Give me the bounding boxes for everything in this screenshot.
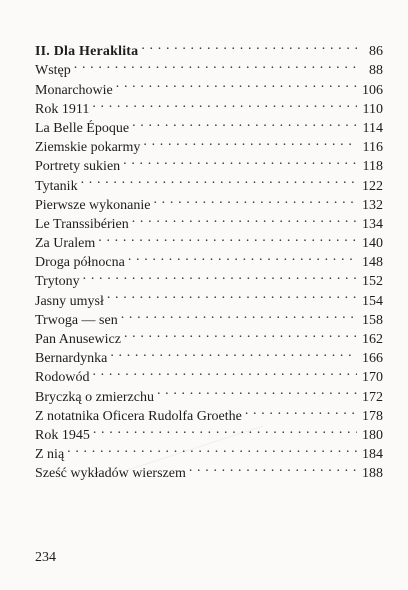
toc-entry-page: 170 — [362, 370, 383, 386]
toc-heading-page: 86 — [369, 44, 383, 60]
toc-entry-title: Wstęp — [35, 63, 71, 79]
toc-entry — [35, 266, 383, 290]
toc-entry-title: Portrety sukien — [35, 159, 121, 175]
toc-entry-page: 122 — [362, 178, 383, 194]
toc-entry — [35, 74, 383, 98]
toc-entry-page: 118 — [362, 159, 383, 175]
dot-leader — [143, 132, 357, 151]
dot-leader — [92, 94, 357, 113]
dot-leader — [132, 209, 357, 228]
toc-entry-page: 154 — [362, 293, 383, 309]
toc-entry-title: Za Uralem — [35, 236, 96, 252]
toc-entry-title: Bernardynka — [35, 351, 108, 367]
toc-entry — [35, 458, 383, 482]
toc-entry-title: Sześć wykładów wierszem — [35, 466, 186, 482]
toc-heading-title: II. Dla Heraklita — [35, 44, 139, 60]
toc-entry-page: 184 — [362, 447, 383, 463]
dot-leader — [83, 266, 357, 285]
toc-entry-title: La Belle Époque — [35, 120, 130, 136]
toc-entry — [35, 55, 383, 79]
toc-entry-title: Bryczką o zmierzchu — [35, 389, 154, 405]
dot-leader — [81, 170, 357, 189]
dot-leader — [116, 74, 357, 93]
toc-entry-title: Le Transsibérien — [35, 216, 129, 232]
toc-entry-page: 134 — [362, 216, 383, 232]
toc-section-heading — [35, 36, 383, 60]
toc-entry-title: Z nią — [35, 447, 65, 463]
toc-entry-title: Rok 1945 — [35, 427, 90, 443]
dot-leader — [67, 439, 357, 458]
toc-entry-page: 132 — [362, 197, 383, 213]
dot-leader — [98, 228, 357, 247]
dot-leader — [121, 305, 357, 324]
dot-leader — [110, 343, 357, 362]
toc-entry-title: Ziemskie pokarmy — [35, 140, 141, 156]
toc-entry-page: 158 — [362, 312, 383, 328]
toc-entry-title: Droga północna — [35, 255, 125, 271]
dot-leader — [132, 113, 357, 132]
toc-entry-title: Jasny umysł — [35, 293, 104, 309]
dot-leader — [93, 420, 357, 439]
toc-entry-page: 162 — [362, 332, 383, 347]
toc-entry-page: 152 — [362, 274, 383, 290]
toc-entry — [35, 190, 383, 213]
toc-entry-title: Z notatnika Oficera Rudolfa Groethe — [35, 408, 242, 424]
toc-entry-page: 116 — [362, 140, 383, 156]
dot-leader — [92, 362, 357, 381]
dot-leader — [128, 247, 357, 266]
toc-entry-page: 110 — [362, 101, 383, 117]
toc-entry-title: Trytony — [35, 274, 80, 290]
toc-entry-page: 180 — [362, 427, 383, 443]
dot-leader — [123, 151, 357, 170]
toc-entry — [35, 285, 383, 309]
toc-entry-title: Pierwsze wykonanie — [35, 197, 151, 213]
dot-leader — [189, 458, 357, 477]
page-number: 234 — [35, 550, 56, 565]
dot-leader — [74, 55, 357, 74]
toc-entry-title: Monarchowie — [35, 82, 113, 98]
dot-leader — [157, 381, 357, 400]
toc-entry-title: Tytanik — [35, 178, 78, 194]
toc-entry-page: 166 — [362, 351, 383, 367]
toc-entry-page: 178 — [362, 408, 383, 424]
toc-entry-page: 114 — [362, 120, 383, 136]
toc-entry-page: 88 — [369, 63, 383, 79]
toc-entry-page: 188 — [362, 466, 383, 482]
toc-entry-page: 140 — [362, 236, 383, 252]
toc-entry-title: Rok 1911 — [35, 101, 90, 117]
dot-leader — [245, 401, 357, 420]
table-of-contents — [35, 36, 383, 482]
dot-leader — [141, 36, 357, 55]
toc-entry-page: 148 — [362, 255, 383, 271]
toc-entry-page: 106 — [362, 82, 383, 98]
dot-leader — [107, 285, 357, 304]
toc-entry — [35, 439, 383, 463]
toc-entry-title: Pan Anusewicz — [35, 332, 121, 347]
toc-entry-title: Rodowód — [35, 370, 90, 386]
toc-entry — [35, 170, 383, 194]
toc-entry-title: Trwoga — sen — [35, 312, 118, 328]
dot-leader — [124, 324, 357, 343]
toc-entry-page: 172 — [362, 389, 383, 405]
dot-leader — [153, 190, 357, 209]
